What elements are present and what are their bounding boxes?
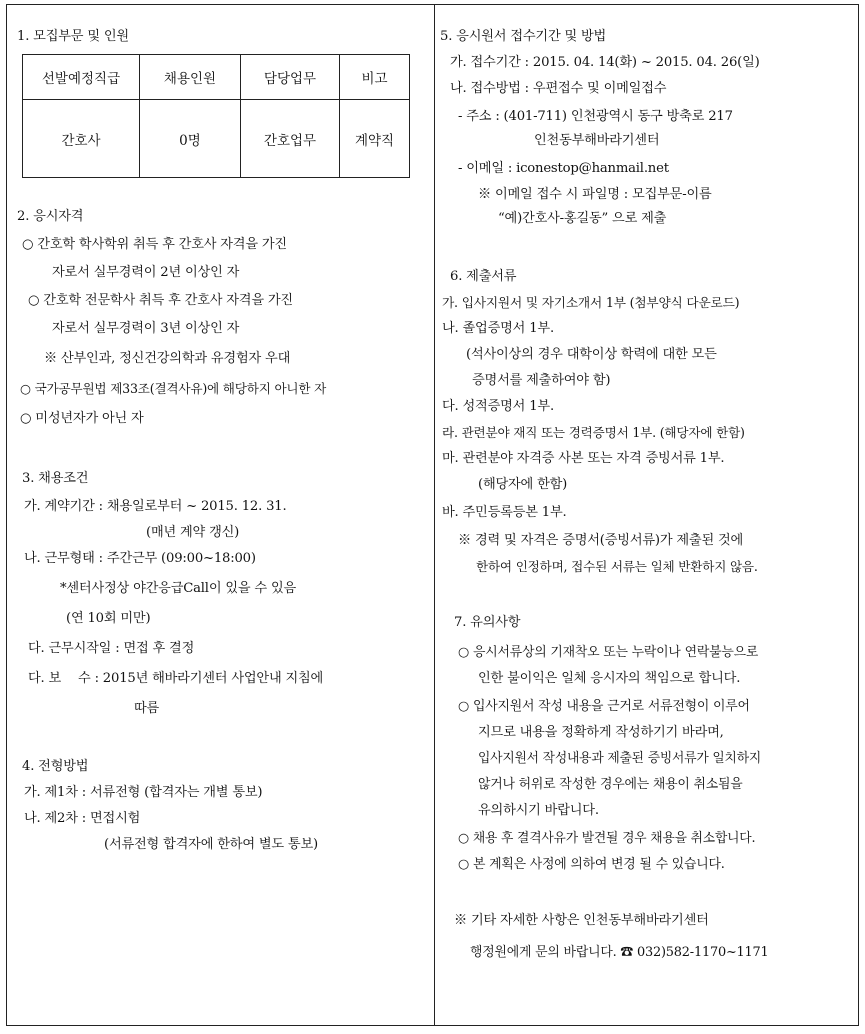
note: ※ 이메일 접수 시 파일명 : 모집부문-이름 <box>478 187 712 202</box>
list-item: 인한 불이익은 일체 응시자의 책임으로 합니다. <box>478 671 741 686</box>
list-item: 자로서 실무경력이 3년 이상인 자 <box>52 321 240 336</box>
list-item: (서류전형 합격자에 한하여 별도 통보) <box>104 837 318 852</box>
list-item: ○ 간호학 학사학위 취득 후 간호사 자격을 가진 <box>22 237 287 252</box>
list-item: 자로서 실무경력이 2년 이상인 자 <box>52 265 240 280</box>
column-divider <box>434 5 435 1025</box>
list-item: 증명서를 제출하여야 함) <box>472 373 611 388</box>
list-item: 않거나 허위로 작성한 경우에는 채용이 취소됨을 <box>478 777 743 792</box>
table-header-cell: 담당업무 <box>241 55 340 100</box>
section-4-title: 4. 전형방법 <box>22 759 89 774</box>
table-cell: 0명 <box>140 100 241 178</box>
list-item: 나. 접수방법 : 우편접수 및 이메일접수 <box>450 81 667 96</box>
note: (연 10회 미만) <box>66 611 151 626</box>
list-item: 유의하시기 바랍니다. <box>478 803 599 818</box>
list-item: 나. 근무형태 : 주간근무 (09:00~18:00) <box>24 551 256 566</box>
note: 한하여 인정하며, 접수된 서류는 일체 반환하지 않음. <box>476 559 758 574</box>
contact-note: ※ 기타 자세한 사항은 인천동부해바라기센터 <box>454 913 709 928</box>
section-3-title: 3. 채용조건 <box>22 471 89 486</box>
list-item: 나. 제2차 : 면접시험 <box>24 811 141 826</box>
list-item: (해당자에 한함) <box>478 477 568 492</box>
list-item: 라. 관련분야 재직 또는 경력증명서 1부. (해당자에 한함) <box>442 425 745 440</box>
table-cell: 간호업무 <box>241 100 340 178</box>
list-item: 지므로 내용을 정확하게 작성하기기 바라며, <box>478 725 724 740</box>
list-item: 나. 졸업증명서 1부. <box>442 321 554 336</box>
list-item: (매년 계약 갱신) <box>146 525 240 540</box>
list-item: 마. 관련분야 자격증 사본 또는 자격 증빙서류 1부. <box>442 451 725 466</box>
list-item: 가. 접수기간 : 2015. 04. 14(화) ~ 2015. 04. 26(일) <box>450 55 760 70</box>
table-header-cell: 선발예정직급 <box>23 55 140 100</box>
note: ※ 경력 및 자격은 증명서(증빙서류)가 제출된 것에 <box>458 533 744 548</box>
list-item: 다. 근무시작일 : 면접 후 결정 <box>28 641 195 656</box>
contact-line: 행정원에게 문의 바랍니다. ☎ 032)582-1170~1171 <box>470 945 769 960</box>
list-item: 가. 제1차 : 서류전형 (합격자는 개별 통보) <box>24 785 263 800</box>
list-item: 가. 입사지원서 및 자기소개서 1부 (첨부양식 다운로드) <box>442 295 740 310</box>
address-line: 인천동부해바라기센터 <box>534 133 660 148</box>
note: *센터사정상 야간응급Call이 있을 수 있음 <box>60 581 297 596</box>
section-1-title: 1. 모집부문 및 인원 <box>17 29 129 44</box>
list-item: 다. 보 수 : 2015년 해바라기센터 사업안내 지침에 <box>28 671 324 686</box>
list-item: 입사지원서 작성내용과 제출된 증빙서류가 일치하지 <box>478 751 762 766</box>
list-item: ○ 미성년자가 아닌 자 <box>20 411 144 426</box>
table-cell: 간호사 <box>23 100 140 178</box>
table-cell: 계약직 <box>340 100 410 178</box>
table-header-cell: 비고 <box>340 55 410 100</box>
table-header-cell: 채용인원 <box>140 55 241 100</box>
table-header-row <box>23 55 410 100</box>
address-line: - 주소 : (401-711) 인천광역시 동구 방축로 217 <box>458 109 733 124</box>
list-item: ○ 국가공무원법 제33조(결격사유)에 해당하지 아니한 자 <box>20 381 327 396</box>
note: ※ 산부인과, 정신건강의학과 유경험자 우대 <box>44 351 291 366</box>
email-line: - 이메일 : iconestop@hanmail.net <box>458 161 669 176</box>
list-item: 따름 <box>134 701 160 716</box>
list-item: 가. 계약기간 : 채용일로부터 ~ 2015. 12. 31. <box>24 499 287 514</box>
list-item: (석사이상의 경우 대학이상 학력에 대한 모든 <box>466 347 717 362</box>
section-2-title: 2. 응시자격 <box>17 209 84 224</box>
section-7-title: 7. 유의사항 <box>454 615 521 630</box>
list-item: ○ 응시서류상의 기재착오 또는 누락이나 연락불능으로 <box>458 645 759 660</box>
section-6-title: 6. 제출서류 <box>450 269 517 284</box>
list-item: 바. 주민등록등본 1부. <box>442 505 567 520</box>
section-5-title: 5. 응시원서 접수기간 및 방법 <box>440 29 607 44</box>
list-item: ○ 간호학 전문학사 취득 후 간호사 자격을 가진 <box>28 293 293 308</box>
table-row <box>23 100 410 178</box>
list-item: ○ 본 계획은 사정에 의하여 변경 될 수 있습니다. <box>458 857 725 872</box>
recruitment-table <box>22 54 410 178</box>
list-item: ○ 입사지원서 작성 내용을 근거로 서류전형이 이루어 <box>458 699 750 714</box>
note: “예)간호사-홍길동” 으로 제출 <box>498 211 667 226</box>
list-item: 다. 성적증명서 1부. <box>442 399 554 414</box>
list-item: ○ 채용 후 결격사유가 발견될 경우 채용을 취소합니다. <box>458 831 756 846</box>
